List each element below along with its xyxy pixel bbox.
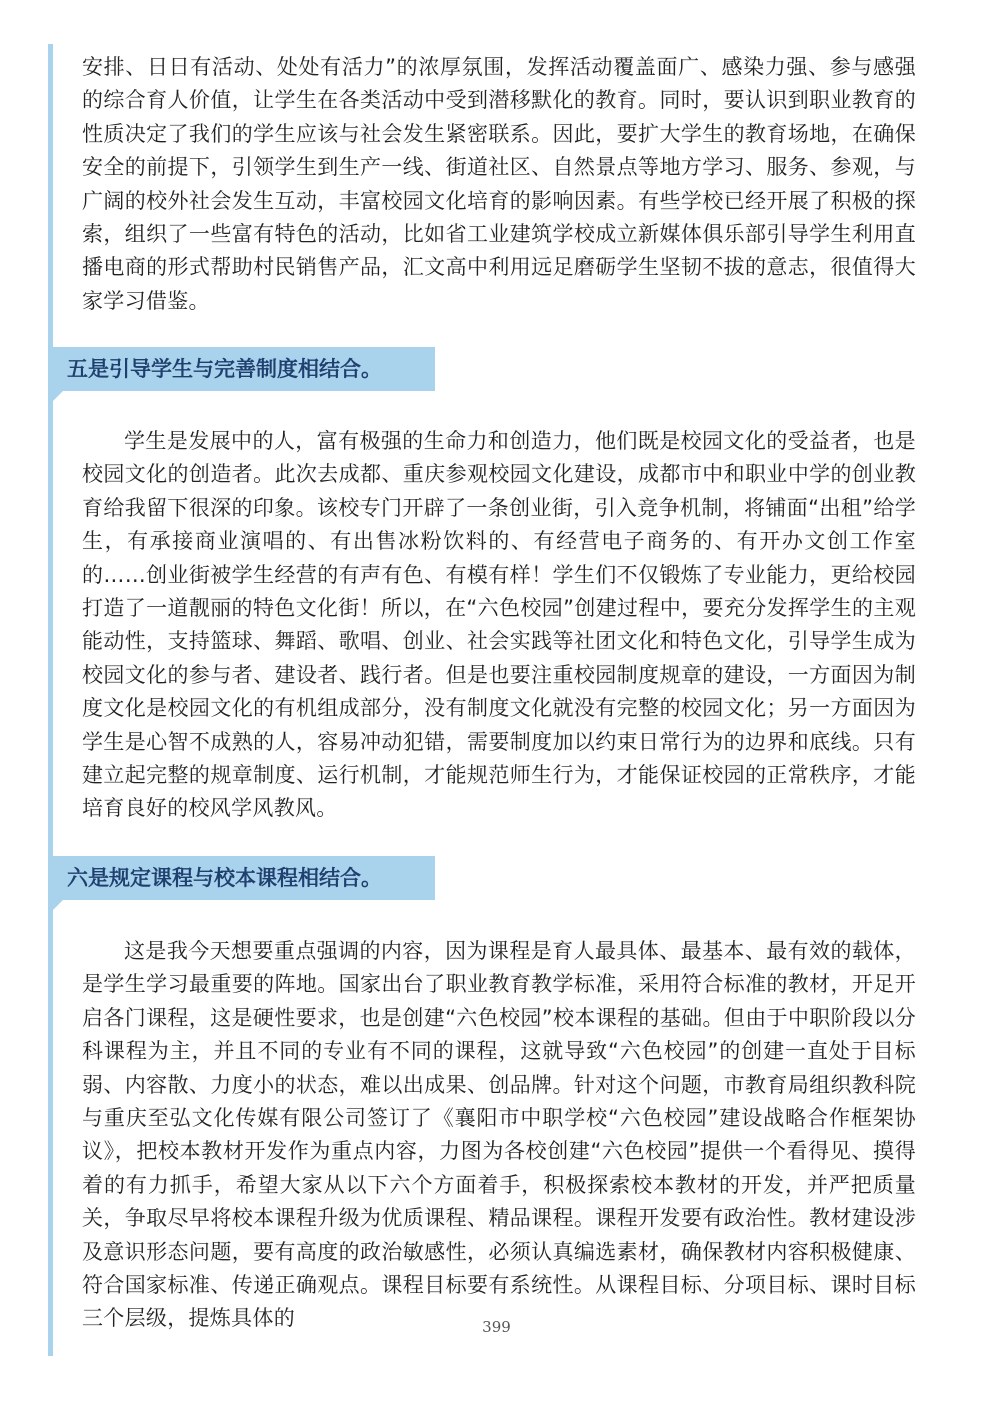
- section-6-heading-tab: [53, 900, 63, 910]
- intro-paragraph: 安排、日日有活动、处处有活力”的浓厚氛围，发挥活动覆盖面广、感染力强、参与感强的综合育人价值，让学生在各类活动中受到潜移默化的教育。同时，要认识到职业教育的性质决定了我们的学生应该与社会发生紧密联系。因此，要扩大学生的教育场地，在确保安全的前提下，引领学生到生产一线、街道社区、自然景点等地方学习、服务、参观，与广阔的校外社会发生互动，丰富校园文化培育的影响因素。有些学校已经开展了积极的探索，组织了一些富有特色的活动，比如省工业建筑学校成立新媒体俱乐部引导学生利用直播电商的形式帮助村民销售产品，汇文高中利用远足磨砺学生坚韧不拔的意志，很值得大家学习借鉴。: [82, 55, 916, 313]
- left-margin-bar: [48, 44, 53, 1356]
- section-6-paragraph: 这是我今天想要重点强调的内容，因为课程是育人最具体、最基本、最有效的载体，是学生学习最重要的阵地。国家出台了职业教育教学标准，采用符合标准的教材，开足开启各门课程，这是硬性要求，也是创建“六色校园”校本课程的基础。但由于中职阶段以分科课程为主，并且不同的专业有不同的课程，这就导致“六色校园”的创建一直处于目标弱、内容散、力度小的状态，难以出成果、创品牌。针对这个问题，市教育局组织教科院与重庆至弘文化传媒有限公司签订了《襄阳市中职学校“六色校园”建设战略合作框架协议》，把校本教材开发作为重点内容，力图为各校创建“六色校园”提供一个看得见、摸得着的有力抓手，希望大家从以下六个方面着手，积极探索校本教材的开发，并严把质量关，争取尽早将校本课程升级为优质课程、精品课程。课程开发要有政治性。教材建设涉及意识形态问题，要有高度的政治敏感性，必须认真编选素材，确保教材内容积极健康、符合国家标准、传递正确观点。课程目标要有系统性。从课程目标、分项目标、课时目标三个层级，提炼具体的: [82, 939, 916, 1331]
- section-5-heading-tab: [53, 391, 63, 401]
- section-5-heading: 五是引导学生与完善制度相结合。: [53, 347, 435, 391]
- section-5-paragraph: 学生是发展中的人，富有极强的生命力和创造力，他们既是校园文化的受益者，也是校园文化的创造者。此次去成都、重庆参观校园文化建设，成都市中和职业中学的创业教育给我留下很深的印象。该校专门开辟了一条创业街，引入竞争机制，将铺面“出租”给学生，有承接商业演唱的、有出售冰粉饮料的、有经营电子商务的、有开办文创工作室的……创业街被学生经营的有声有色、有模有样！学生们不仅锻炼了专业能力，更给校园打造了一道靓丽的特色文化街！所以，在“六色校园”创建过程中，要充分发挥学生的主观能动性，支持篮球、舞蹈、歌唱、创业、社会实践等社团文化和特色文化，引导学生成为校园文化的参与者、建设者、践行者。但是也要注重校园制度规章的建设，一方面因为制度文化是校园文化的有机组成部分，没有制度文化就没有完整的校园文化；另一方面因为学生是心智不成熟的人，容易冲动犯错，需要制度加以约束日常行为的边界和底线。只有建立起完整的规章制度、运行机制，才能规范师生行为，才能保证校园的正常秩序，才能培育良好的校风学风教风。: [82, 429, 916, 821]
- page-number: 399: [482, 1318, 511, 1336]
- section-6-heading: 六是规定课程与校本课程相结合。: [53, 856, 435, 900]
